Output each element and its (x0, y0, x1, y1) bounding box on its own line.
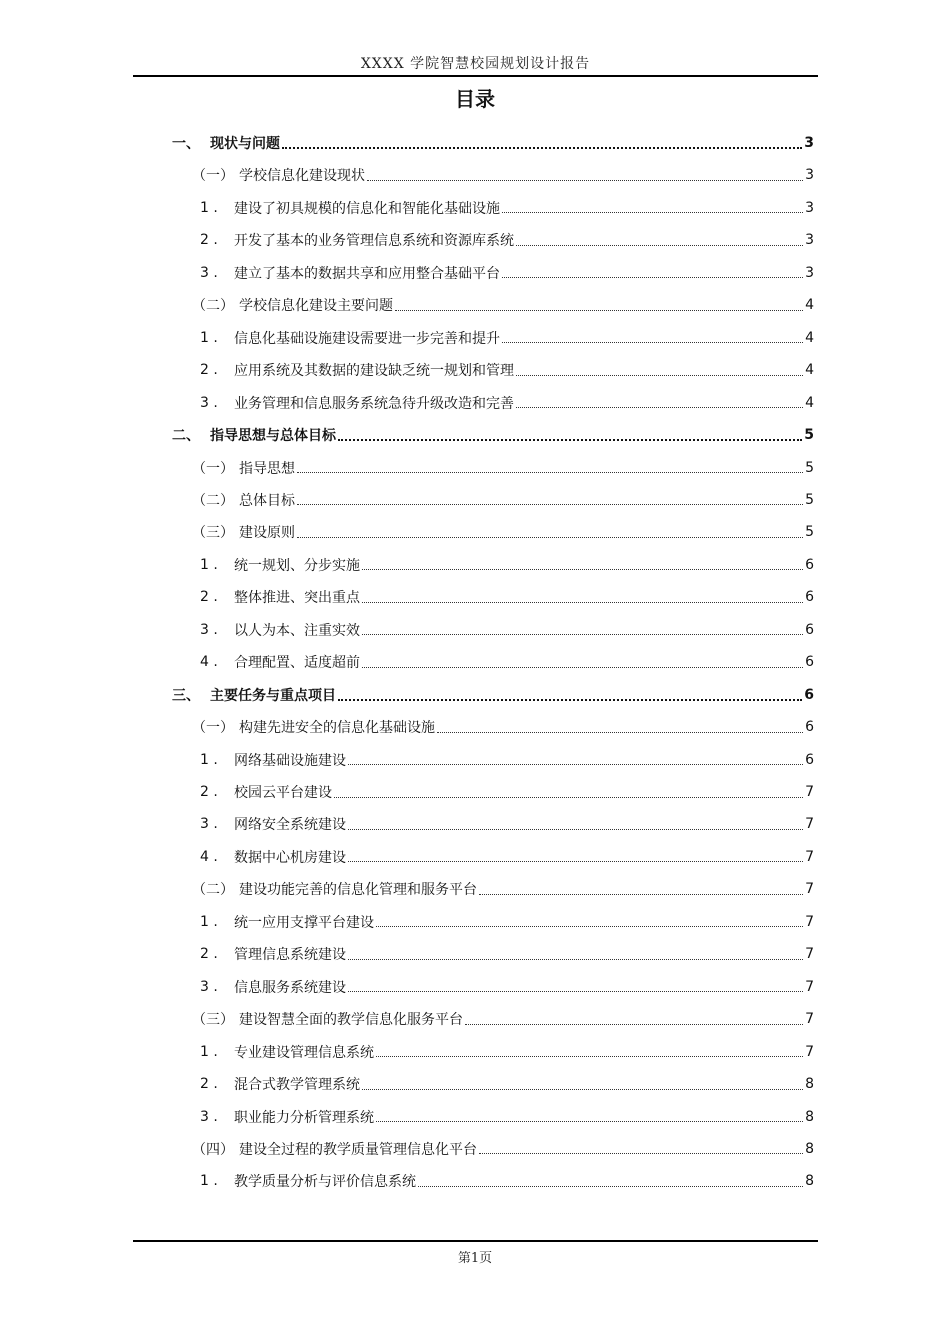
toc-entry-page-number: 5 (805, 524, 814, 541)
toc-entry-number: 1 . (200, 1173, 218, 1190)
toc-entry[interactable] (192, 711, 814, 743)
toc-entry-page-number: 7 (805, 881, 814, 898)
toc-dot-leader (479, 1153, 803, 1154)
toc-dot-leader (362, 1089, 803, 1090)
toc-entry-title: 建设了初具规模的信息化和智能化基础设施 (234, 200, 500, 217)
toc-entry-page-number: 6 (805, 621, 814, 638)
toc-entry[interactable] (200, 1068, 814, 1100)
toc-entry[interactable] (200, 224, 814, 256)
page-number: 第1页 (457, 1251, 493, 1266)
toc-dot-leader (395, 310, 803, 311)
toc-entry-title: 职业能力分析管理系统 (234, 1109, 374, 1126)
toc-entry-title: 专业建设管理信息系统 (234, 1044, 374, 1061)
toc-entry-page-number: 6 (805, 556, 814, 573)
toc-entry-page-number: 5 (805, 491, 814, 508)
toc-entry-number: （三） (192, 525, 234, 542)
toc-entry-number: （二） (192, 492, 234, 509)
toc-entry-page-number: 5 (805, 459, 814, 476)
toc-entry[interactable] (200, 354, 814, 386)
toc-entry[interactable] (172, 419, 814, 451)
toc-entry-number: 4 . (200, 654, 218, 671)
toc-entry-page-number: 4 (805, 329, 814, 346)
toc-entry-title: 建立了基本的数据共享和应用整合基础平台 (234, 265, 500, 282)
toc-entry-title: 学校信息化建设主要问题 (239, 298, 393, 315)
toc-entry[interactable] (200, 1101, 814, 1133)
toc-entry-title: 开发了基本的业务管理信息系统和资源库系统 (234, 233, 514, 250)
toc-entry-page-number: 5 (804, 427, 814, 444)
toc-dot-leader (479, 894, 803, 895)
toc-entry-title: 统一规划、分步实施 (234, 557, 360, 574)
toc-dot-leader (348, 764, 803, 765)
toc-entry[interactable] (200, 808, 814, 840)
toc-entry-number: 2 . (200, 946, 218, 963)
toc-entry-page-number: 8 (805, 1076, 814, 1093)
toc-entry-page-number: 3 (805, 264, 814, 281)
toc-entry-title: 信息化基础设施建设需要进一步完善和提升 (234, 330, 500, 347)
toc-entry-title: 数据中心机房建设 (234, 849, 346, 866)
toc-entry-number: （二） (192, 298, 234, 315)
toc-dot-leader (297, 472, 803, 473)
toc-entry[interactable] (200, 938, 814, 970)
toc-entry-title: 统一应用支撑平台建设 (234, 914, 374, 931)
toc-entry[interactable] (200, 906, 814, 938)
toc-dot-leader (282, 147, 802, 149)
toc-entry-number: 一、 (172, 136, 200, 152)
toc-dot-leader (334, 797, 803, 798)
toc-entry-page-number: 7 (805, 946, 814, 963)
toc-dot-leader (367, 180, 803, 181)
toc-entry-number: （三） (192, 1012, 234, 1029)
toc-entry[interactable] (192, 484, 814, 516)
toc-entry-title: 合理配置、适度超前 (234, 655, 360, 672)
toc-entry-number: 1 . (200, 1043, 218, 1060)
toc-entry[interactable] (192, 1133, 814, 1165)
toc-entry-page-number: 4 (805, 297, 814, 314)
toc-entry-page-number: 6 (805, 654, 814, 671)
toc-entry-number: 三、 (172, 687, 200, 704)
toc-entry-title: 指导思想 (239, 460, 295, 477)
toc-dot-leader (348, 829, 803, 830)
toc-entry-number: 2 . (200, 1076, 218, 1093)
toc-entry-page-number: 7 (805, 816, 814, 833)
toc-entry-title: 业务管理和信息服务系统急待升级改造和完善 (234, 395, 514, 412)
toc-dot-leader (516, 245, 803, 246)
toc-entry-page-number: 8 (805, 1173, 814, 1190)
toc-entry[interactable] (200, 322, 814, 354)
toc-entry-number: 2 . (200, 784, 218, 800)
toc-entry-page-number: 6 (805, 751, 814, 768)
toc-entry[interactable] (200, 1036, 814, 1068)
toc-entry-number: （二） (192, 882, 234, 899)
toc-entry-page-number: 7 (805, 913, 814, 930)
toc-entry-number: 1 . (200, 751, 218, 768)
toc-entry-number: （一） (192, 720, 234, 737)
toc-entry-title: 以人为本、注重实效 (234, 622, 360, 639)
toc-entry[interactable] (192, 1003, 814, 1035)
toc-entry-page-number: 4 (805, 394, 814, 411)
toc-entry-title: 建设功能完善的信息化管理和服务平台 (239, 882, 477, 899)
toc-entry-title: 指导思想与总体目标 (210, 428, 336, 445)
toc-entry-title: 主要任务与重点项目 (210, 687, 336, 704)
toc-entry-number: 3 . (200, 1108, 218, 1125)
toc-dot-leader (465, 1024, 803, 1025)
toc-entry-page-number: 6 (804, 686, 814, 703)
toc-dot-leader (376, 926, 803, 927)
toc-entry-number: 2 . (200, 232, 218, 249)
toc-dot-leader (362, 667, 803, 668)
toc-entry-title: 混合式教学管理系统 (234, 1077, 360, 1094)
toc-entry[interactable] (200, 776, 814, 808)
toc-entry-number: 3 . (200, 816, 218, 833)
footer-rule (133, 1240, 818, 1242)
toc-entry-title: 教学质量分析与评价信息系统 (234, 1174, 416, 1191)
toc-dot-leader (376, 1056, 803, 1057)
toc-entry-page-number: 3 (805, 232, 814, 249)
toc-dot-leader (376, 1121, 803, 1122)
toc-entry-number: 1 . (200, 329, 218, 346)
toc-entry-title: 建设原则 (239, 525, 295, 542)
toc-dot-leader (502, 212, 803, 213)
toc-entry-page-number: 7 (805, 784, 814, 800)
toc-entry-title: 构建先进安全的信息化基础设施 (239, 720, 435, 737)
toc-dot-leader (418, 1186, 803, 1187)
toc-entry-number: （四） (192, 1141, 234, 1158)
toc-entry-title: 建设智慧全面的教学信息化服务平台 (239, 1012, 463, 1029)
toc-entry[interactable] (172, 679, 814, 711)
toc-dot-leader (362, 634, 803, 635)
toc-entry-title: 校园云平台建设 (234, 785, 332, 801)
toc-dot-leader (338, 699, 802, 701)
toc-entry[interactable] (200, 387, 814, 419)
toc-dot-leader (297, 504, 803, 505)
toc-entry-title: 管理信息系统建设 (234, 947, 346, 964)
toc-entry-number: 3 . (200, 264, 218, 281)
toc-entry-number: 1 . (200, 199, 218, 216)
toc-entry[interactable] (192, 452, 814, 484)
toc-dot-leader (348, 959, 803, 960)
toc-entry-number: 1 . (200, 556, 218, 573)
toc-entry-page-number: 6 (805, 589, 814, 606)
toc-entry[interactable] (200, 1165, 814, 1197)
toc-dot-leader (437, 732, 803, 733)
toc-entry-page-number: 6 (805, 719, 814, 736)
toc-entry-number: （一） (192, 168, 234, 185)
toc-entry-number: 2 . (200, 589, 218, 606)
toc-entry-number: 3 . (200, 394, 218, 411)
header-rule (133, 75, 818, 77)
toc-entry[interactable] (200, 581, 814, 613)
toc-dot-leader (338, 439, 802, 441)
toc-entry[interactable] (200, 257, 814, 289)
toc-entry-page-number: 3 (804, 135, 814, 151)
toc-entry-number: （一） (192, 460, 234, 477)
toc-entry-title: 现状与问题 (210, 136, 280, 152)
toc-entry-page-number: 8 (805, 1140, 814, 1157)
toc-entry[interactable] (192, 516, 814, 548)
toc-dot-leader (362, 602, 803, 603)
toc-entry-title: 总体目标 (239, 492, 295, 509)
toc-entry[interactable] (192, 159, 814, 191)
toc-entry-number: 3 . (200, 978, 218, 995)
toc-entry-page-number: 3 (805, 167, 814, 184)
toc-entry-number: 3 . (200, 621, 218, 638)
toc-dot-leader (502, 342, 803, 343)
toc-entry-page-number: 3 (805, 199, 814, 216)
toc-dot-leader (297, 537, 803, 538)
toc-entry[interactable] (200, 549, 814, 581)
toc-entry-number: 1 . (200, 913, 218, 930)
toc-dot-leader (362, 569, 803, 570)
toc-entry[interactable] (200, 646, 814, 678)
toc-dot-leader (348, 861, 803, 862)
toc-title: 目录 (455, 87, 495, 111)
toc-entry-number: 4 . (200, 848, 218, 865)
toc-entry[interactable] (200, 971, 814, 1003)
toc-entry-title: 网络基础设施建设 (234, 752, 346, 769)
toc-dot-leader (348, 991, 803, 992)
toc-entry[interactable] (200, 614, 814, 646)
toc-entry-title: 整体推进、突出重点 (234, 590, 360, 607)
toc-dot-leader (516, 407, 803, 408)
toc-entry-title: 信息服务系统建设 (234, 979, 346, 996)
toc-entry-page-number: 4 (805, 362, 814, 379)
toc-entry[interactable] (200, 744, 814, 776)
toc-dot-leader (502, 277, 803, 278)
toc-entry[interactable] (192, 289, 814, 321)
toc-entry-title: 学校信息化建设现状 (239, 168, 365, 185)
toc-entry-page-number: 7 (805, 848, 814, 865)
toc-entry[interactable] (192, 873, 814, 905)
toc-entry-page-number: 7 (805, 1043, 814, 1060)
page-header: XXXX 学院智慧校园规划设计报告 (360, 56, 591, 72)
toc-entry-number: 二、 (172, 428, 200, 445)
toc-entry-title: 建设全过程的教学质量管理信息化平台 (239, 1141, 477, 1158)
toc-entry-title: 应用系统及其数据的建设缺乏统一规划和管理 (234, 363, 514, 380)
toc-entry-page-number: 8 (805, 1108, 814, 1125)
toc-entry[interactable] (200, 841, 814, 873)
toc-entry[interactable] (200, 192, 814, 224)
toc-entry-page-number: 7 (805, 1011, 814, 1028)
toc-entry-number: 2 . (200, 362, 218, 379)
toc-entry-page-number: 7 (805, 978, 814, 995)
toc-entry[interactable] (172, 127, 814, 159)
toc-entry-title: 网络安全系统建设 (234, 817, 346, 834)
toc-dot-leader (516, 375, 803, 376)
